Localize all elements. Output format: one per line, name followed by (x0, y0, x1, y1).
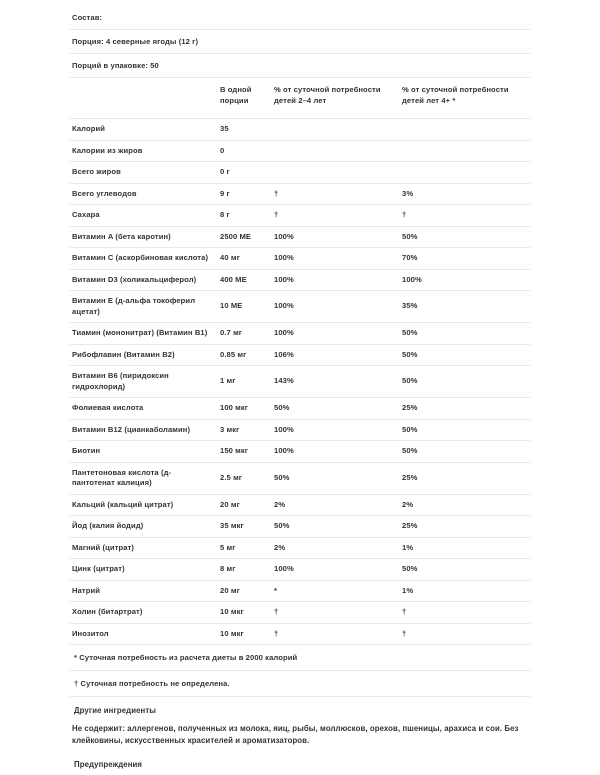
nutrient-dv-children-4plus: † (400, 602, 530, 624)
nutrient-label: Инозитол (70, 623, 218, 645)
nutrient-amount: 1 мг (218, 366, 272, 398)
serving-size-row: Порция: 4 северные ягоды (12 г) (70, 30, 530, 54)
nutrient-dv-children-4plus (400, 119, 530, 141)
column-header-dv-children-4plus: % от суточной потребности детей лет 4+ * (400, 78, 530, 119)
nutrient-label: Всего углеводов (70, 183, 218, 205)
nutrient-dv-children-4plus: 25% (400, 398, 530, 420)
other-ingredients-body: Не содержит: аллергенов, полученных из молока, яиц, рыбы, моллюсков, орехов, пшеницы, арахиса и сои. Без клейковины, искусственных красителей и ароматизаторов. (72, 724, 519, 745)
table-row (70, 248, 530, 270)
table-row (70, 226, 530, 248)
column-header-dv-children-2-4: % от суточной потребности детей 2–4 лет (272, 78, 400, 119)
table-row (70, 205, 530, 227)
nutrient-dv-children-4plus: 35% (400, 291, 530, 323)
column-header-nutrient (70, 78, 218, 119)
nutrient-dv-children-4plus: 1% (400, 580, 530, 602)
nutrient-dv-children-4plus (400, 162, 530, 184)
nutrient-amount: 0.85 мг (218, 344, 272, 366)
column-header-amount: В одной порции (218, 78, 272, 119)
servings-per-container-row: Порций в упаковке: 50 (70, 54, 530, 78)
table-row (70, 494, 530, 516)
nutrient-dv-children-4plus: 25% (400, 516, 530, 538)
other-ingredients-heading: Другие ингредиенты (74, 706, 157, 715)
nutrient-amount: 0 (218, 140, 272, 162)
table-row (70, 623, 530, 645)
table-row (70, 183, 530, 205)
nutrient-dv-children-2-4: † (272, 183, 400, 205)
nutrient-dv-children-2-4: 100% (272, 291, 400, 323)
nutrient-dv-children-2-4: 100% (272, 248, 400, 270)
nutrient-dv-children-4plus: 2% (400, 494, 530, 516)
nutrient-dv-children-4plus: 1% (400, 537, 530, 559)
nutrient-dv-children-2-4: 100% (272, 559, 400, 581)
nutrient-dv-children-4plus: 25% (400, 462, 530, 494)
nutrient-label: Витамин A (бета каротин) (70, 226, 218, 248)
nutrient-dv-children-4plus: 50% (400, 323, 530, 345)
nutrient-dv-children-2-4 (272, 119, 400, 141)
table-row (70, 366, 530, 398)
nutrient-label: Рибофлавин (Витамин B2) (70, 344, 218, 366)
warnings-heading: Предупреждения (74, 760, 143, 769)
nutrient-dv-children-2-4: 100% (272, 323, 400, 345)
nutrient-label: Витамин B6 (пиридоксин гидрохлорид) (70, 366, 218, 398)
table-row (70, 419, 530, 441)
table-row (70, 462, 530, 494)
nutrient-label: Витамин D3 (холикальциферол) (70, 269, 218, 291)
nutrient-amount: 35 мкг (218, 516, 272, 538)
nutrient-dv-children-2-4: † (272, 205, 400, 227)
nutrient-dv-children-2-4 (272, 140, 400, 162)
table-row (70, 602, 530, 624)
nutrient-dv-children-4plus: 100% (400, 269, 530, 291)
nutrient-dv-children-2-4: 143% (272, 366, 400, 398)
nutrient-dv-children-4plus: 50% (400, 366, 530, 398)
table-row (70, 537, 530, 559)
nutrient-amount: 150 мкг (218, 441, 272, 463)
nutrient-dv-children-2-4: 100% (272, 226, 400, 248)
nutrient-dv-children-2-4: 50% (272, 462, 400, 494)
nutrient-label: Всего жиров (70, 162, 218, 184)
nutrient-label: Витамин B12 (цианкаболамин) (70, 419, 218, 441)
nutrient-dv-children-2-4: † (272, 602, 400, 624)
nutrient-amount: 20 мг (218, 494, 272, 516)
nutrient-dv-children-2-4: † (272, 623, 400, 645)
table-body (70, 119, 530, 645)
nutrient-amount: 2500 МЕ (218, 226, 272, 248)
nutrient-dv-children-2-4: 50% (272, 516, 400, 538)
nutrient-label: Кальций (кальций цитрат) (70, 494, 218, 516)
nutrient-dv-children-2-4: 100% (272, 441, 400, 463)
table-row (70, 516, 530, 538)
nutrient-amount: 3 мкг (218, 419, 272, 441)
table-row (70, 580, 530, 602)
nutrient-dv-children-2-4 (272, 162, 400, 184)
nutrient-amount: 0.7 мг (218, 323, 272, 345)
nutrient-label: Сахара (70, 205, 218, 227)
nutrient-dv-children-4plus: 50% (400, 559, 530, 581)
supplement-facts-table (70, 78, 530, 645)
composition-label: Состав: (70, 6, 530, 30)
nutrient-amount: 100 мкг (218, 398, 272, 420)
nutrient-dv-children-4plus: 70% (400, 248, 530, 270)
nutrient-dv-children-4plus: † (400, 205, 530, 227)
table-row (70, 162, 530, 184)
nutrient-label: Тиамин (мононитрат) (Витамин B1) (70, 323, 218, 345)
nutrient-amount: 10 мкг (218, 623, 272, 645)
nutrient-amount: 2.5 мг (218, 462, 272, 494)
table-row (70, 441, 530, 463)
nutrient-label: Цинк (цитрат) (70, 559, 218, 581)
nutrient-dv-children-4plus: 50% (400, 344, 530, 366)
table-header-row (70, 78, 530, 119)
nutrient-amount: 8 мг (218, 559, 272, 581)
nutrient-dv-children-4plus: 50% (400, 419, 530, 441)
nutrient-dv-children-2-4: 50% (272, 398, 400, 420)
nutrient-label: Фолиевая кислота (70, 398, 218, 420)
nutrient-dv-children-4plus: † (400, 623, 530, 645)
footnote-dagger: † Суточная потребность не определена. (70, 671, 530, 697)
table-row (70, 398, 530, 420)
nutrient-label: Натрий (70, 580, 218, 602)
table-row (70, 344, 530, 366)
nutrient-amount: 10 мкг (218, 602, 272, 624)
nutrient-dv-children-4plus: 50% (400, 441, 530, 463)
nutrient-label: Витамин С (аскорбиновая кислота) (70, 248, 218, 270)
nutrient-amount: 0 г (218, 162, 272, 184)
nutrient-amount: 40 мг (218, 248, 272, 270)
nutrient-amount: 400 МЕ (218, 269, 272, 291)
nutrient-amount: 35 (218, 119, 272, 141)
nutrient-amount: 9 г (218, 183, 272, 205)
nutrient-label: Йод (калия йодид) (70, 516, 218, 538)
nutrient-label: Калорий (70, 119, 218, 141)
nutrient-dv-children-2-4: * (272, 580, 400, 602)
nutrient-label: Биотин (70, 441, 218, 463)
nutrient-dv-children-2-4: 2% (272, 494, 400, 516)
nutrient-amount: 8 г (218, 205, 272, 227)
table-row (70, 559, 530, 581)
table-row (70, 323, 530, 345)
nutrient-amount: 10 МЕ (218, 291, 272, 323)
nutrient-dv-children-4plus (400, 140, 530, 162)
nutrient-dv-children-2-4: 100% (272, 269, 400, 291)
nutrient-label: Магний (цитрат) (70, 537, 218, 559)
footnote-asterisk: * Суточная потребность из расчета диеты в 2000 калорий (70, 645, 530, 671)
table-row (70, 269, 530, 291)
nutrient-label: Пантетоновая кислота (д-пантотенат калиция) (70, 462, 218, 494)
nutrient-label: Холин (битартрат) (70, 602, 218, 624)
nutrient-dv-children-2-4: 2% (272, 537, 400, 559)
nutrient-dv-children-4plus: 50% (400, 226, 530, 248)
nutrient-dv-children-2-4: 100% (272, 419, 400, 441)
nutrient-amount: 20 мг (218, 580, 272, 602)
nutrient-label: Витамин Е (д-альфа токоферил ацетат) (70, 291, 218, 323)
table-row (70, 291, 530, 323)
table-header (70, 78, 530, 119)
nutrient-dv-children-2-4: 106% (272, 344, 400, 366)
nutrient-label: Калории из жиров (70, 140, 218, 162)
nutrient-dv-children-4plus: 3% (400, 183, 530, 205)
table-row (70, 140, 530, 162)
nutrient-amount: 5 мг (218, 537, 272, 559)
table-row (70, 119, 530, 141)
